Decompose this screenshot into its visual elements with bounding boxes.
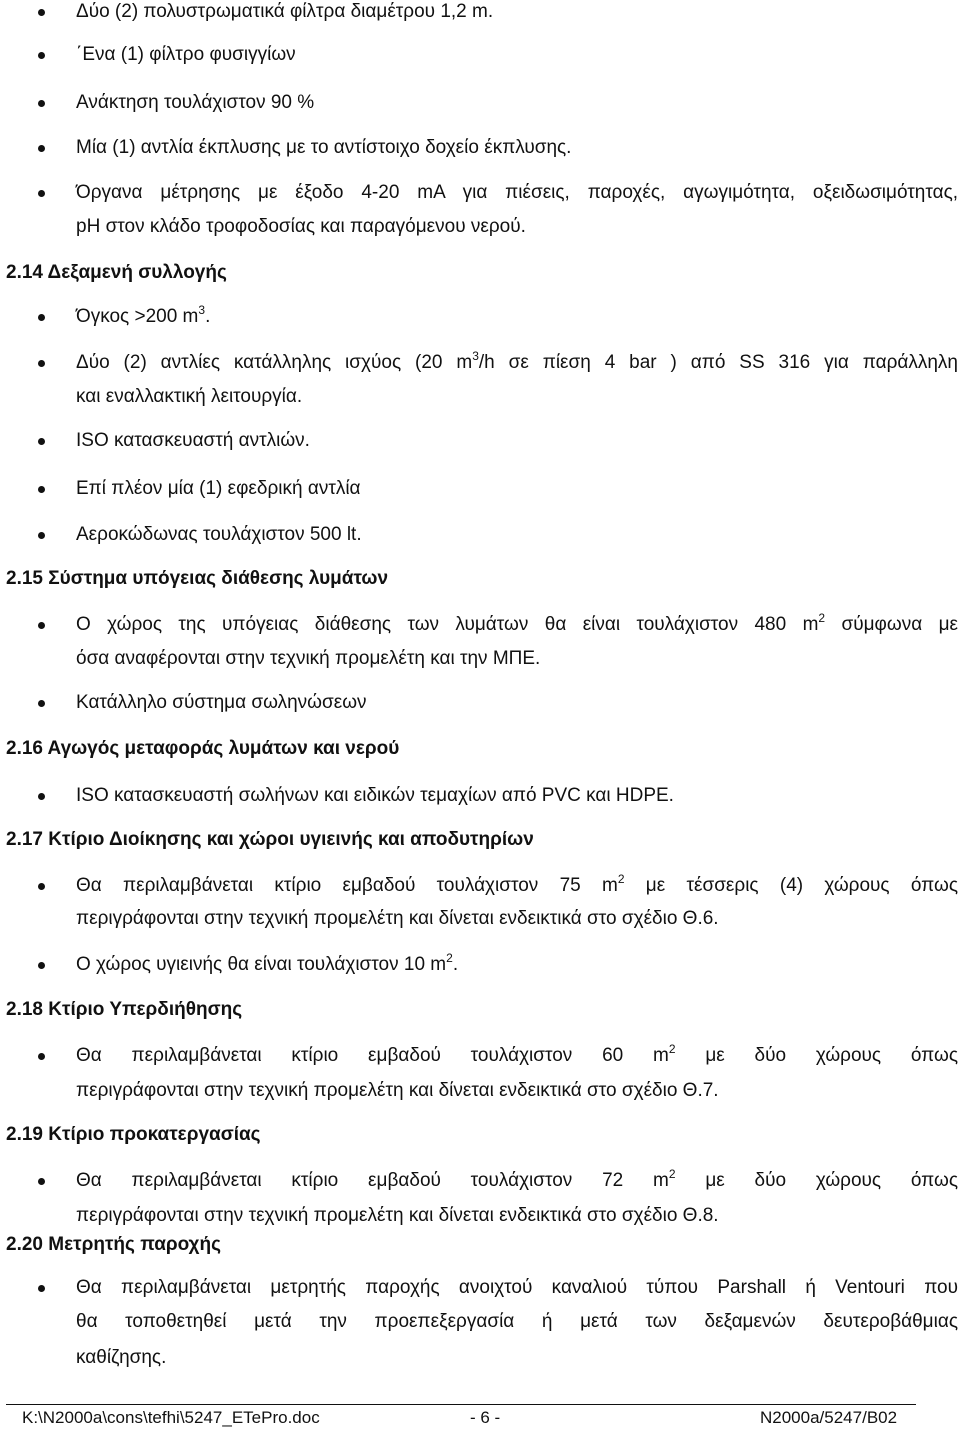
- bullet-icon: [38, 52, 45, 59]
- list-item: Θα περιλαμβάνεται κτίριο εμβαδού τουλάχιστον 60 $m^2$ με δύο χώρους όπως: [76, 1042, 958, 1066]
- section-heading: 2.14 Δεξαμενή συλλογής: [6, 262, 227, 283]
- footer-divider: [6, 1404, 916, 1405]
- bullet-icon: [38, 438, 45, 445]
- footer-page-number: - 6 -: [470, 1408, 501, 1427]
- bullet-icon: [38, 190, 45, 197]
- bullet-icon: [38, 962, 45, 969]
- list-item: Θα περιλαμβάνεται μετρητής παροχής ανοιχτού καναλιού τύπου Parshall ή Ventouri που: [76, 1277, 958, 1298]
- list-item: Θα περιλαμβάνεται κτίριο εμβαδού τουλάχιστον 75 $m^2$ με τέσσερις (4) χώρους όπως: [76, 872, 959, 896]
- list-item: Μία (1) αντλία έκπλυσης με το αντίστοιχο δοχείο έκπλυσης.: [76, 137, 572, 158]
- bullet-icon: [38, 883, 45, 890]
- bullet-icon: [38, 793, 45, 800]
- list-item-continuation: περιγράφονται στην τεχνική προμελέτη και δίνεται ενδεικτικά στο σχέδιο Θ.6.: [76, 908, 719, 929]
- list-item: ΄Ενα (1) φίλτρο φυσιγγίων: [76, 44, 296, 65]
- section-heading: 2.18 Κτίριο Υπερδιήθησης: [6, 999, 243, 1020]
- list-item: ISO κατασκευαστή σωλήνων και ειδικών τεμαχίων από PVC και HDPE.: [76, 785, 674, 806]
- list-item-continuation: περιγράφονται στην τεχνική προμελέτη και δίνεται ενδεικτικά στο σχέδιο Θ.7.: [76, 1080, 719, 1101]
- list-item: Όργανα μέτρησης με έξοδο 4-20 mA για πιέσεις, παροχές, αγωγιμότητα, οξειδωσιμότητας,: [76, 182, 958, 203]
- list-item: Ο χώρος της υπόγειας διάθεσης των λυμάτων θα είναι τουλάχιστον 480 $m^2$ σύμφωνα με: [76, 611, 958, 635]
- bullet-icon: [38, 532, 45, 539]
- section-heading: 2.20 Μετρητής παροχής: [6, 1234, 221, 1255]
- section-heading: 2.19 Κτίριο προκατεργασίας: [6, 1124, 261, 1145]
- list-item: Όγκος >200 $m^3$.: [76, 303, 211, 327]
- list-item: Κατάλληλο σύστημα σωληνώσεων: [76, 692, 367, 713]
- list-item: ISO κατασκευαστή αντλιών.: [76, 430, 310, 451]
- bullet-icon: [38, 314, 45, 321]
- bullet-icon: [38, 622, 45, 629]
- footer-path: K:\N2000a\cons\tefhi\5247_ETePro.doc: [22, 1408, 320, 1427]
- bullet-icon: [38, 360, 45, 367]
- footer-reference: N2000a/5247/B02: [760, 1408, 898, 1427]
- section-heading: 2.15 Σύστημα υπόγειας διάθεσης λυμάτων: [6, 568, 389, 589]
- list-item-continuation: καθίζησης.: [76, 1347, 167, 1368]
- bullet-icon: [38, 145, 45, 152]
- bullet-icon: [38, 486, 45, 493]
- list-item-continuation: όσα αναφέρονται στην τεχνική προμελέτη και την ΜΠΕ.: [76, 648, 541, 669]
- list-item-continuation: και εναλλακτική λειτουργία.: [76, 386, 303, 407]
- list-item: Αεροκώδωνας τουλάχιστον 500 lt.: [76, 524, 362, 545]
- bullet-icon: [38, 9, 45, 16]
- bullet-icon: [38, 1178, 45, 1185]
- section-heading: 2.16 Αγωγός μεταφοράς λυμάτων και νερού: [6, 738, 400, 759]
- list-item-continuation: περιγράφονται στην τεχνική προμελέτη και δίνεται ενδεικτικά στο σχέδιο Θ.8.: [76, 1205, 719, 1226]
- list-item: Επί πλέον μία (1) εφεδρική αντλία: [76, 478, 361, 499]
- list-item: Ανάκτηση τουλάχιστον 90 %: [76, 92, 315, 113]
- list-item: Δύο (2) πολυστρωματικά φίλτρα διαμέτρου 1,2 m.: [76, 1, 494, 22]
- list-item: Δύο (2) αντλίες κατάλληλης ισχύος (20 $m^3/h$ σε πίεση 4 bar ) από SS 316 για παράλληλη: [76, 349, 958, 373]
- section-heading: 2.17 Κτίριο Διοίκησης και χώροι υγιεινής και αποδυτηρίων: [6, 829, 534, 850]
- bullet-icon: [38, 1285, 45, 1292]
- list-item: Θα περιλαμβάνεται κτίριο εμβαδού τουλάχιστον 72 $m^2$ με δύο χώρους όπως: [76, 1167, 958, 1191]
- list-item-continuation: pH στον κλάδο τροφοδοσίας και παραγόμενου νερού.: [76, 216, 526, 237]
- list-item-continuation: θα τοποθετηθεί μετά την προεπεξεργασία ή μετά των δεξαμενών δευτεροβάθμιας: [76, 1311, 958, 1332]
- bullet-icon: [38, 1053, 45, 1060]
- bullet-icon: [38, 700, 45, 707]
- list-item: Ο χώρος υγιεινής θα είναι τουλάχιστον 10 $m^2$.: [76, 951, 459, 975]
- bullet-icon: [38, 100, 45, 107]
